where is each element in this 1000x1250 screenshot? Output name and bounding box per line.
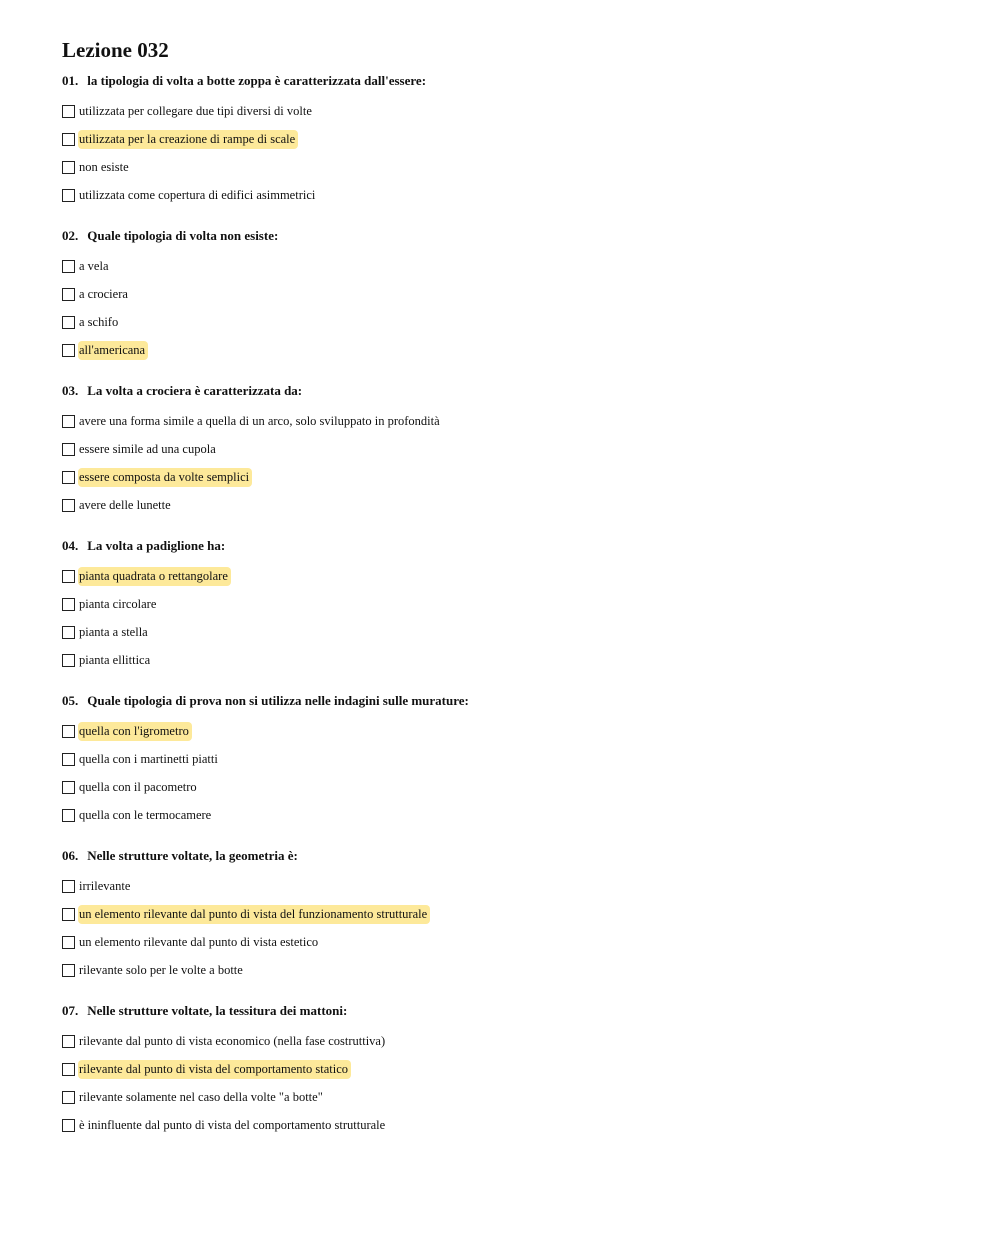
- question-number: 07.: [62, 1003, 79, 1018]
- answer-option[interactable]: [62, 491, 962, 519]
- question-number: 02.: [62, 228, 79, 243]
- question-06: [62, 847, 962, 984]
- question-text: Nelle strutture voltate, la geometria è:: [87, 848, 298, 863]
- answer-text: quella con il pacometro: [79, 779, 197, 794]
- answer-checkbox[interactable]: [62, 654, 75, 667]
- answer-text-highlighted: un elemento rilevante dal punto di vista del funzionamento strutturale: [78, 905, 430, 924]
- answer-checkbox[interactable]: [62, 753, 75, 766]
- answer-text: avere delle lunette: [79, 497, 171, 512]
- question-text: la tipologia di volta a botte zoppa è caratterizzata dall'essere:: [87, 73, 427, 88]
- answer-checkbox[interactable]: [62, 936, 75, 949]
- answer-checkbox[interactable]: [62, 1063, 75, 1076]
- question-number: 03.: [62, 383, 79, 398]
- answer-checkbox[interactable]: [62, 189, 75, 202]
- answer-option[interactable]: [62, 435, 962, 463]
- answer-text: pianta a stella: [79, 624, 148, 639]
- answer-checkbox[interactable]: [62, 1091, 75, 1104]
- question-heading: [62, 692, 962, 710]
- answer-text: un elemento rilevante dal punto di vista estetico: [79, 934, 319, 949]
- question-text: Quale tipologia di volta non esiste:: [87, 228, 279, 243]
- answer-checkbox[interactable]: [62, 344, 75, 357]
- question-number: 01.: [62, 73, 79, 88]
- answer-option[interactable]: [62, 153, 962, 181]
- answer-checkbox[interactable]: [62, 570, 75, 583]
- answer-checkbox[interactable]: [62, 443, 75, 456]
- answer-checkbox[interactable]: [62, 499, 75, 512]
- answer-option[interactable]: [62, 956, 962, 984]
- answer-option[interactable]: [62, 618, 962, 646]
- answer-option[interactable]: [62, 280, 962, 308]
- answer-text: irrilevante: [79, 878, 131, 893]
- question-07: [62, 1002, 962, 1139]
- answer-option[interactable]: [62, 1083, 962, 1111]
- answer-text: avere una forma simile a quella di un arco, solo sviluppato in profondità: [79, 413, 440, 428]
- answer-text: quella con i martinetti piatti: [79, 751, 218, 766]
- question-heading: [62, 847, 962, 865]
- answer-option[interactable]: [62, 872, 962, 900]
- answer-option[interactable]: [62, 1055, 962, 1083]
- answer-text: essere simile ad una cupola: [79, 441, 216, 456]
- question-heading: [62, 227, 962, 245]
- answer-option[interactable]: [62, 125, 962, 153]
- question-02: [62, 227, 962, 364]
- answer-text-highlighted: essere composta da volte semplici: [78, 468, 252, 487]
- question-04: [62, 537, 962, 674]
- answer-option[interactable]: [62, 590, 962, 618]
- answer-checkbox[interactable]: [62, 316, 75, 329]
- page-title: Lezione 032: [62, 38, 169, 62]
- answer-checkbox[interactable]: [62, 626, 75, 639]
- answer-text: non esiste: [79, 159, 129, 174]
- answer-option[interactable]: [62, 801, 962, 829]
- answer-option[interactable]: [62, 308, 962, 336]
- answer-text-highlighted: quella con l'igrometro: [78, 722, 192, 741]
- answer-text: rilevante solamente nel caso della volte "a botte": [79, 1089, 323, 1104]
- answer-option[interactable]: [62, 1027, 962, 1055]
- answer-checkbox[interactable]: [62, 1119, 75, 1132]
- answer-checkbox[interactable]: [62, 288, 75, 301]
- answer-text: a schifo: [79, 314, 119, 329]
- question-list: [62, 72, 962, 1139]
- question-text: Quale tipologia di prova non si utilizza nelle indagini sulle murature:: [87, 693, 469, 708]
- question-number: 06.: [62, 848, 79, 863]
- question-number: 05.: [62, 693, 79, 708]
- answer-option[interactable]: [62, 900, 962, 928]
- answer-checkbox[interactable]: [62, 964, 75, 977]
- question-text: Nelle strutture voltate, la tessitura dei mattoni:: [87, 1003, 348, 1018]
- answer-checkbox[interactable]: [62, 105, 75, 118]
- answer-text: rilevante solo per le volte a botte: [79, 962, 243, 977]
- answer-text: rilevante dal punto di vista economico (nella fase costruttiva): [79, 1033, 386, 1048]
- answer-option[interactable]: [62, 181, 962, 209]
- answer-text: quella con le termocamere: [79, 807, 212, 822]
- answer-option[interactable]: [62, 252, 962, 280]
- answer-checkbox[interactable]: [62, 908, 75, 921]
- answer-text: a vela: [79, 258, 109, 273]
- answer-option[interactable]: [62, 928, 962, 956]
- question-heading: [62, 382, 962, 400]
- answer-text: pianta circolare: [79, 596, 157, 611]
- answer-checkbox[interactable]: [62, 161, 75, 174]
- question-heading: [62, 72, 962, 90]
- answer-option[interactable]: [62, 745, 962, 773]
- answer-checkbox[interactable]: [62, 725, 75, 738]
- answer-option[interactable]: [62, 562, 962, 590]
- answer-option[interactable]: [62, 1111, 962, 1139]
- answer-option[interactable]: [62, 717, 962, 745]
- answer-option[interactable]: [62, 336, 962, 364]
- question-03: [62, 382, 962, 519]
- answer-checkbox[interactable]: [62, 260, 75, 273]
- quiz-page: [62, 36, 962, 1157]
- answer-text-highlighted: all'americana: [78, 341, 148, 360]
- answer-text: utilizzata per collegare due tipi diversi di volte: [79, 103, 312, 118]
- answer-option[interactable]: [62, 97, 962, 125]
- answer-checkbox[interactable]: [62, 598, 75, 611]
- answer-text: pianta ellittica: [79, 652, 151, 667]
- question-heading: [62, 537, 962, 555]
- question-text: La volta a crociera è caratterizzata da:: [87, 383, 303, 398]
- question-number: 04.: [62, 538, 79, 553]
- answer-text: utilizzata come copertura di edifici asimmetrici: [79, 187, 316, 202]
- answer-checkbox[interactable]: [62, 471, 75, 484]
- answer-text-highlighted: pianta quadrata o rettangolare: [78, 567, 231, 586]
- answer-text-highlighted: rilevante dal punto di vista del comportamento statico: [78, 1060, 351, 1079]
- answer-option[interactable]: [62, 773, 962, 801]
- question-heading: [62, 1002, 962, 1020]
- question-05: [62, 692, 962, 829]
- answer-option[interactable]: [62, 463, 962, 491]
- answer-checkbox[interactable]: [62, 415, 75, 428]
- answer-checkbox[interactable]: [62, 781, 75, 794]
- answer-checkbox[interactable]: [62, 880, 75, 893]
- answer-option[interactable]: [62, 646, 962, 674]
- answer-checkbox[interactable]: [62, 1035, 75, 1048]
- answer-text-highlighted: utilizzata per la creazione di rampe di scale: [78, 130, 298, 149]
- answer-text: è ininfluente dal punto di vista del comportamento strutturale: [79, 1117, 386, 1132]
- question-01: [62, 72, 962, 209]
- answer-text: a crociera: [79, 286, 128, 301]
- answer-checkbox[interactable]: [62, 133, 75, 146]
- answer-checkbox[interactable]: [62, 809, 75, 822]
- question-text: La volta a padiglione ha:: [87, 538, 226, 553]
- answer-option[interactable]: [62, 407, 962, 435]
